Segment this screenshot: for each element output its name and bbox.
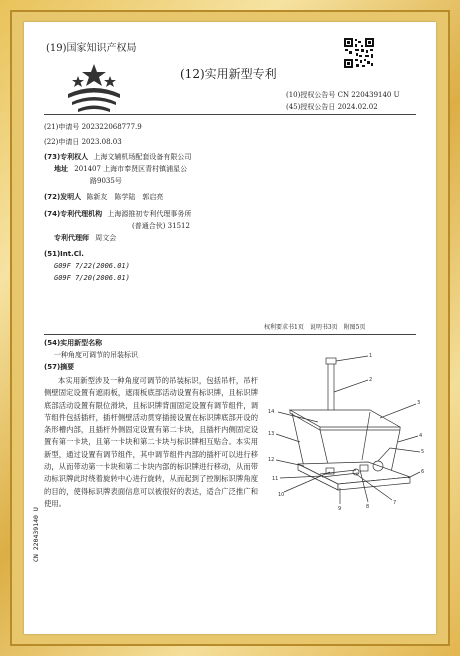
- agent-row: [54, 233, 116, 243]
- address-value-line1: 201407 上海市奉贤区青村镇浦星公: [74, 165, 188, 173]
- abstract-text: 本实用新型涉及一种角度可调节的吊装标识，包括吊杆，吊杆侧壁固定设置有遮雨板，遮雨板底部活动设置有标识牌，且标识牌底部活动设置有限位滑块，且标识牌背面固定设置有调节组件，调节组件包括插杆，插杆侧壁活动贯穿插接设置在标识牌底部开设的条形槽内部，且插杆外侧固定设置有第二卡块，且插杆内侧固定设置有第一卡块，且第一卡块和第二卡块与标识牌相互贴合。本实用新型，通过设置有调节组件，其中调节组件内部的插杆可以进行移动，从而带动第一卡块和第二卡块内部的标识牌进行移动，从而带动标识牌此时绕着旋转中心进行旋转，从而起到了控制标识牌角度的目的，使得标识牌表面信息可以被很好的表达，适合广泛推广和使用。: [44, 376, 258, 508]
- agent-label: 专利代理师: [54, 234, 89, 242]
- drawing-label-9: 9: [338, 506, 342, 512]
- publication-date: (45)授权公告日 2024.02.02: [286, 103, 378, 111]
- qr-code: [344, 38, 374, 68]
- drawing-label-1: 1: [369, 353, 373, 359]
- drawing-label-2: 2: [369, 377, 373, 383]
- ipc-code-1: G09F 7/22(2006.01): [54, 262, 130, 270]
- inventor-row: [44, 192, 163, 202]
- agency-label: (74)专利代理机构: [44, 210, 103, 218]
- agent-value: 周文会: [95, 234, 117, 242]
- inventor-label: (72)发明人: [44, 193, 82, 201]
- drawing-label-13: 13: [268, 431, 275, 437]
- address-label: 地址: [54, 165, 68, 173]
- address-row: [54, 164, 187, 174]
- abstract-label: (57)摘要: [44, 363, 75, 371]
- inventor-value: 陈新友 陈学陆 郭启亮: [86, 193, 164, 201]
- drawing-label-4: 4: [419, 433, 423, 439]
- side-publication-code: CN 220439140 U: [32, 507, 40, 562]
- intcl-label: (51)Int.Cl.: [44, 250, 84, 258]
- drawing-label-12: 12: [268, 457, 275, 463]
- drawing-label-14: 14: [268, 409, 275, 415]
- owner-row: [44, 152, 191, 162]
- publication-number: (10)授权公告号 CN 220439140 U: [286, 91, 400, 99]
- application-number: (21)申请号 202322068777.9: [44, 123, 142, 131]
- header-rule: [44, 114, 416, 115]
- cnipa-logo: [64, 60, 124, 116]
- drawing-label-5: 5: [421, 449, 425, 455]
- agency-value-line1: 上海源推初专利代理事务所: [107, 210, 192, 218]
- title-label: (54)实用新型名称: [44, 339, 103, 347]
- address-value-line2: 路9035号: [90, 177, 122, 185]
- drawing-label-6: 6: [421, 469, 425, 475]
- drawing-label-8: 8: [366, 504, 370, 510]
- office-name: (19)国家知识产权局: [46, 43, 137, 54]
- drawing-label-10: 10: [278, 492, 285, 498]
- page-count-summary: 权利要求书1页 说明书3页 附图5页: [264, 324, 366, 331]
- drawing-label-3: 3: [417, 400, 421, 406]
- owner-value: 上海文辅机场配套设备有限公司: [93, 153, 192, 161]
- drawing-label-11: 11: [272, 476, 279, 482]
- agency-row: [44, 209, 191, 219]
- section-rule: [44, 334, 416, 335]
- document-type: (12)实用新型专利: [180, 67, 277, 81]
- application-date: (22)申请日 2023.08.03: [44, 138, 122, 146]
- agency-value-line2: (普通合伙) 31512: [132, 222, 190, 230]
- patent-page: [24, 22, 436, 634]
- title-row: [44, 338, 102, 348]
- patent-drawing: [260, 352, 430, 512]
- owner-label: (73)专利权人: [44, 153, 89, 161]
- ipc-code-2: G09F 7/20(2006.01): [54, 274, 130, 282]
- drawing-label-7: 7: [393, 500, 397, 506]
- utility-model-title: 一种角度可调节的吊装标识: [54, 351, 138, 359]
